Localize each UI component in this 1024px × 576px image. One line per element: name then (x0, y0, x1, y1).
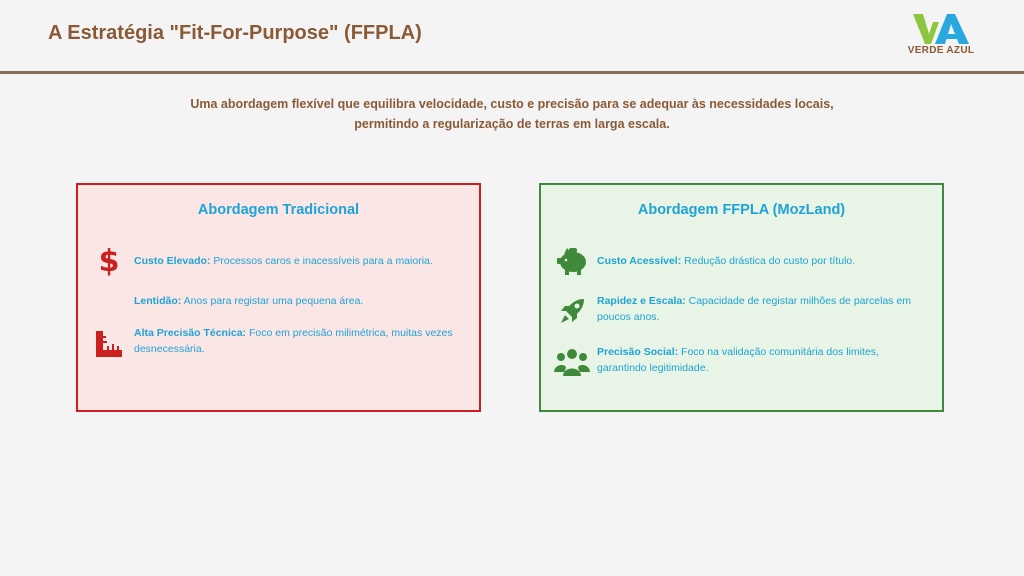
item-text: Processos caros e inacessíveis para a maioria. (210, 255, 433, 267)
item-label: Rapidez e Escala: (597, 295, 686, 307)
card-title: Abordagem Tradicional (197, 202, 360, 218)
rocket-icon (553, 293, 591, 329)
list-item (597, 344, 897, 376)
item-text: Anos para registar uma pequena área. (181, 295, 364, 307)
users-icon (553, 344, 591, 380)
list-item (597, 253, 927, 269)
traditional-approach-card (76, 183, 481, 412)
page-title: A Estratégia "Fit-For-Purpose" (FFPLA) (48, 22, 422, 44)
dollar-icon: $ (98, 243, 120, 279)
subtitle (140, 94, 884, 134)
subtitle-line-2: permitindo a regularização de terras em larga escala. (354, 117, 670, 131)
list-item (134, 293, 464, 309)
item-label: Precisão Social: (597, 346, 679, 358)
item-label: Alta Precisão Técnica: (134, 327, 247, 339)
item-text: Foco em precisão milimétrica, muitas vezes desnecessária. (134, 327, 453, 355)
card-title: Abordagem FFPLA (MozLand) (637, 202, 846, 218)
item-label: Custo Elevado: (134, 255, 211, 267)
item-text: Redução drástica do custo por título. (681, 255, 856, 267)
ffpla-approach-card (539, 183, 944, 412)
item-label: Lentidão: (134, 295, 182, 307)
header-divider (0, 71, 1024, 74)
list-item (597, 293, 917, 325)
logo-text: VERDE AZUL (907, 45, 975, 56)
list-item (134, 253, 464, 269)
ruler-icon (90, 326, 128, 362)
piggy-bank-icon (553, 243, 591, 279)
list-item (134, 325, 464, 357)
item-label: Custo Acessível: (597, 255, 682, 267)
item-text: Capacidade de registar milhões de parcelas em poucos anos. (597, 295, 912, 323)
logo-mark-icon (911, 12, 971, 46)
item-text: Foco na validação comunitária dos limites, garantindo legitimidade. (597, 346, 879, 374)
verde-azul-logo (902, 12, 980, 60)
subtitle-line-1: Uma abordagem flexível que equilibra velocidade, custo e precisão para se adequar às necessidades locais, (190, 97, 834, 111)
